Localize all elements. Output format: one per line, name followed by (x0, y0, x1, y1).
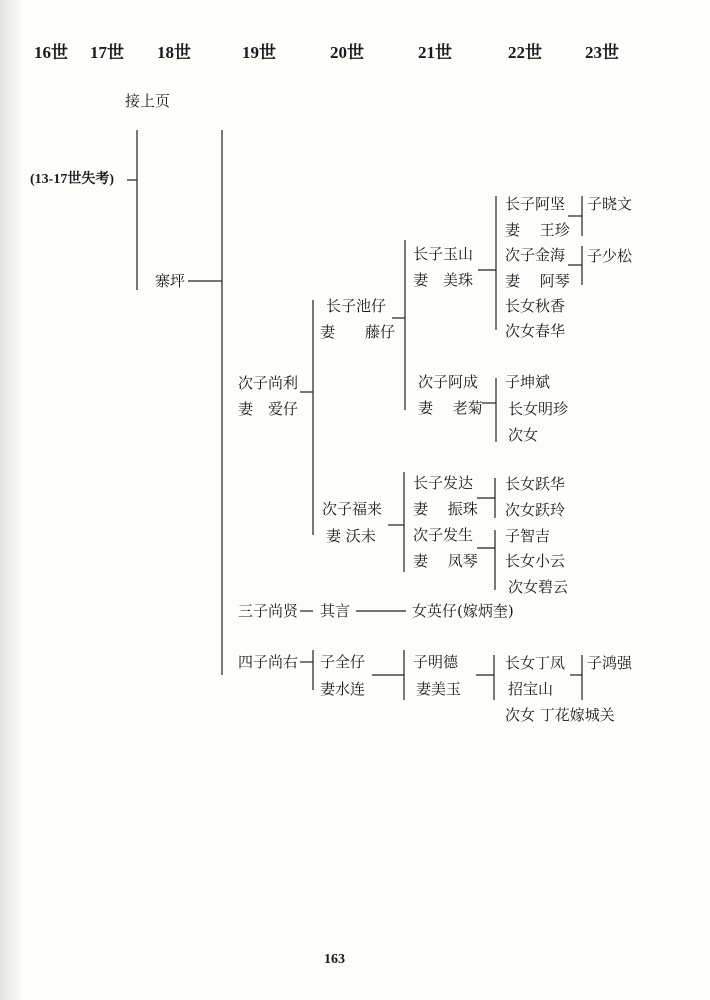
spouse-wowei: 妻 沃未 (326, 527, 376, 545)
person-xiaoyun: 长女小云 (505, 552, 566, 570)
lost-records-label: (13-17世失考) (30, 172, 114, 187)
person-kunbin: 子坤斌 (505, 373, 551, 391)
person-zhiji: 子智吉 (505, 527, 551, 545)
person-yushan: 长子玉山 (413, 245, 474, 263)
person-qiyan: 其言 (320, 602, 351, 620)
ancestor-zhaiping: 寨坪 (155, 272, 186, 290)
person-mingzhen: 长女明珍 (508, 400, 569, 418)
generation-18: 18世 (157, 43, 191, 62)
generation-23: 23世 (585, 43, 619, 62)
person-quanzai: 子全仔 (320, 653, 366, 671)
spouse-meizhu: 妻 美珠 (413, 271, 474, 289)
person-fasheng: 次子发生 (413, 526, 474, 544)
person-fulai: 次子福来 (322, 500, 383, 518)
person-shaosong: 子少松 (587, 247, 633, 265)
generation-19: 19世 (242, 43, 276, 62)
person-jinhai: 次子金海 (505, 246, 566, 264)
spouse-aizai: 妻 爱仔 (238, 400, 299, 418)
person-xiaowen: 子晓文 (587, 195, 633, 213)
person-chunhua: 次女春华 (505, 322, 566, 340)
generation-21: 21世 (418, 43, 452, 62)
person-yuehua: 长女跃华 (505, 475, 566, 493)
person-chizai: 长子池仔 (326, 297, 387, 315)
person-shangli: 次子尚利 (238, 374, 299, 392)
person-shangyou: 四子尚右 (238, 653, 299, 671)
spouse-fengqin: 妻 凤琴 (413, 552, 478, 570)
person-ajian: 长子阿坚 (505, 195, 566, 213)
person-acheng: 次子阿成 (418, 373, 479, 391)
person-dinghua: 次女 丁花嫁城关 (505, 706, 615, 724)
person-unnamed-daughter: 次女 (508, 426, 539, 444)
spouse-meiyu: 妻美玉 (416, 680, 462, 698)
spouse-wangzhen: 妻 王珍 (505, 221, 570, 239)
continuation-label: 接上页 (125, 92, 171, 110)
spouse-aqin: 妻 阿琴 (505, 272, 570, 290)
person-shangxian: 三子尚贤 (238, 602, 299, 620)
spouse-laoju: 妻 老菊 (418, 399, 483, 417)
person-yueling: 次女跃玲 (505, 501, 566, 519)
person-dingfeng: 长女丁凤 (505, 654, 566, 672)
person-fada: 长子发达 (413, 474, 474, 492)
generation-20: 20世 (330, 43, 364, 62)
person-biyun: 次女碧云 (508, 578, 569, 596)
person-hongqiang: 子鸿强 (587, 654, 633, 672)
spouse-zhenzhu: 妻 振珠 (413, 500, 478, 518)
page-number: 163 (324, 952, 345, 967)
spouse-tengzai: 妻 藤仔 (320, 323, 396, 341)
person-qiuxiang: 长女秋香 (505, 297, 566, 315)
generation-16: 16世 (34, 43, 68, 62)
generation-17: 17世 (90, 43, 124, 62)
spouse-shuilian: 妻水连 (320, 680, 366, 698)
person-yingzai: 女英仔(嫁炳奎) (412, 602, 514, 620)
person-mingde: 子明德 (413, 653, 459, 671)
generation-22: 22世 (508, 43, 542, 62)
person-zhao-baoshan: 招宝山 (508, 680, 554, 698)
